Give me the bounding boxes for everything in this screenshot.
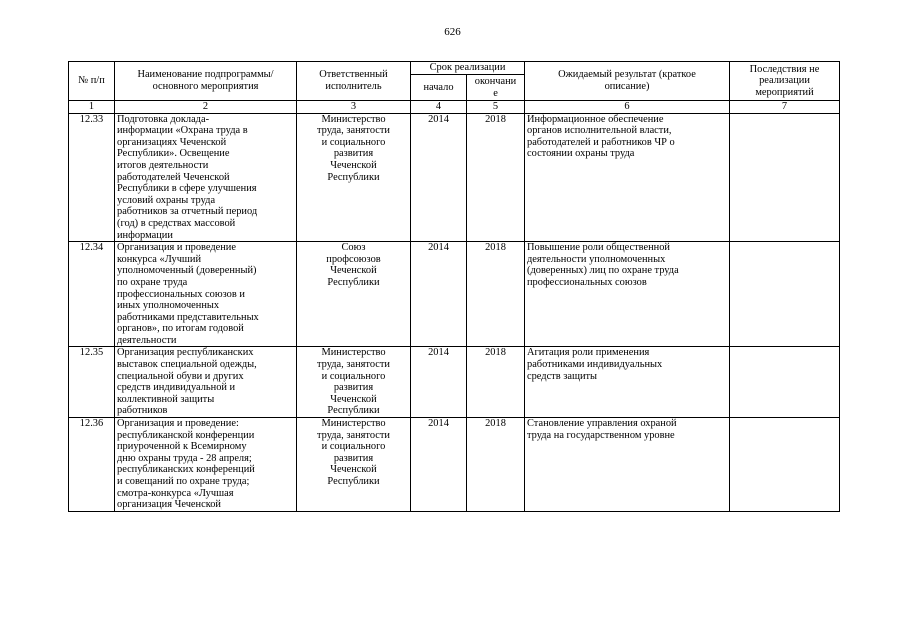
header-name: Наименование подпрограммы/ основного мероприятия bbox=[115, 62, 297, 101]
page-number: 626 bbox=[444, 26, 461, 38]
row-name: Организация республиканских выставок специальной одежды, специальной обуви и других средств индивидуальной и коллективной защиты работников bbox=[115, 347, 297, 418]
header-result: Ожидаемый результат (краткое описание) bbox=[525, 62, 730, 101]
header-period: Срок реализации bbox=[411, 62, 525, 75]
header-responsible: Ответственный исполнитель bbox=[297, 62, 411, 101]
row-result: Повышение роли общественной деятельности уполномоченных (доверенных) лиц по охране труда профессиональных союзов bbox=[525, 242, 730, 347]
row-responsible: Министерство труда, занятости и социального развития Чеченской Республики bbox=[297, 347, 411, 418]
row-responsible: Союз профсоюзов Чеченской Республики bbox=[297, 242, 411, 347]
header-start: начало bbox=[411, 75, 467, 101]
header-num: № п/п bbox=[69, 62, 115, 101]
row-start: 2014 bbox=[411, 418, 467, 512]
column-number: 7 bbox=[730, 101, 840, 114]
row-responsible: Министерство труда, занятости и социального развития Чеченской Республики bbox=[297, 418, 411, 512]
row-start: 2014 bbox=[411, 347, 467, 418]
row-consequences bbox=[730, 347, 840, 418]
row-result: Агитация роли применения работниками индивидуальных средств защиты bbox=[525, 347, 730, 418]
column-number: 5 bbox=[467, 101, 525, 114]
column-number-row bbox=[69, 101, 840, 114]
row-result: Информационное обеспечение органов исполнительной власти, работодателей и работников ЧР о состоянии охраны труда bbox=[525, 113, 730, 242]
row-consequences bbox=[730, 418, 840, 512]
column-number: 6 bbox=[525, 101, 730, 114]
row-end: 2018 bbox=[467, 418, 525, 512]
row-responsible: Министерство труда, занятости и социального развития Чеченской Республики bbox=[297, 113, 411, 242]
row-consequences bbox=[730, 242, 840, 347]
row-consequences bbox=[730, 113, 840, 242]
row-start: 2014 bbox=[411, 113, 467, 242]
table-row bbox=[69, 242, 840, 347]
row-name: Организация и проведение конкурса «Лучший уполномоченный (доверенный) по охране труда профессиональных союзов и иных уполномоченных работниками представительных органов», по итогам годовой деятельности bbox=[115, 242, 297, 347]
column-number: 4 bbox=[411, 101, 467, 114]
row-end: 2018 bbox=[467, 242, 525, 347]
row-name: Организация и проведение: республиканской конференции приуроченной к Всемирному дню охраны труда - 28 апреля; республиканских конференций и совещаний по охране труда; смотра-конкурса «Лучшая организация Чеченской bbox=[115, 418, 297, 512]
table-row bbox=[69, 113, 840, 242]
column-number: 1 bbox=[69, 101, 115, 114]
row-start: 2014 bbox=[411, 242, 467, 347]
table-row bbox=[69, 347, 840, 418]
row-end: 2018 bbox=[467, 347, 525, 418]
header-end: окончани е bbox=[467, 75, 525, 101]
table-row bbox=[69, 418, 840, 512]
row-num: 12.36 bbox=[69, 418, 115, 512]
row-num: 12.35 bbox=[69, 347, 115, 418]
row-result: Становление управления охраной труда на государственном уровне bbox=[525, 418, 730, 512]
row-end: 2018 bbox=[467, 113, 525, 242]
row-name: Подготовка доклада- информации «Охрана труда в организациях Чеченской Республики». Освещение итогов деятельности работодателей Чеченской Республики в сфере улучшения условий охраны труда работников за отчетный период (год) в средствах массовой информации bbox=[115, 113, 297, 242]
row-num: 12.33 bbox=[69, 113, 115, 242]
row-num: 12.34 bbox=[69, 242, 115, 347]
measures-table bbox=[68, 61, 840, 512]
column-number: 3 bbox=[297, 101, 411, 114]
column-number: 2 bbox=[115, 101, 297, 114]
header-consequences: Последствия не реализации мероприятий bbox=[730, 62, 840, 101]
